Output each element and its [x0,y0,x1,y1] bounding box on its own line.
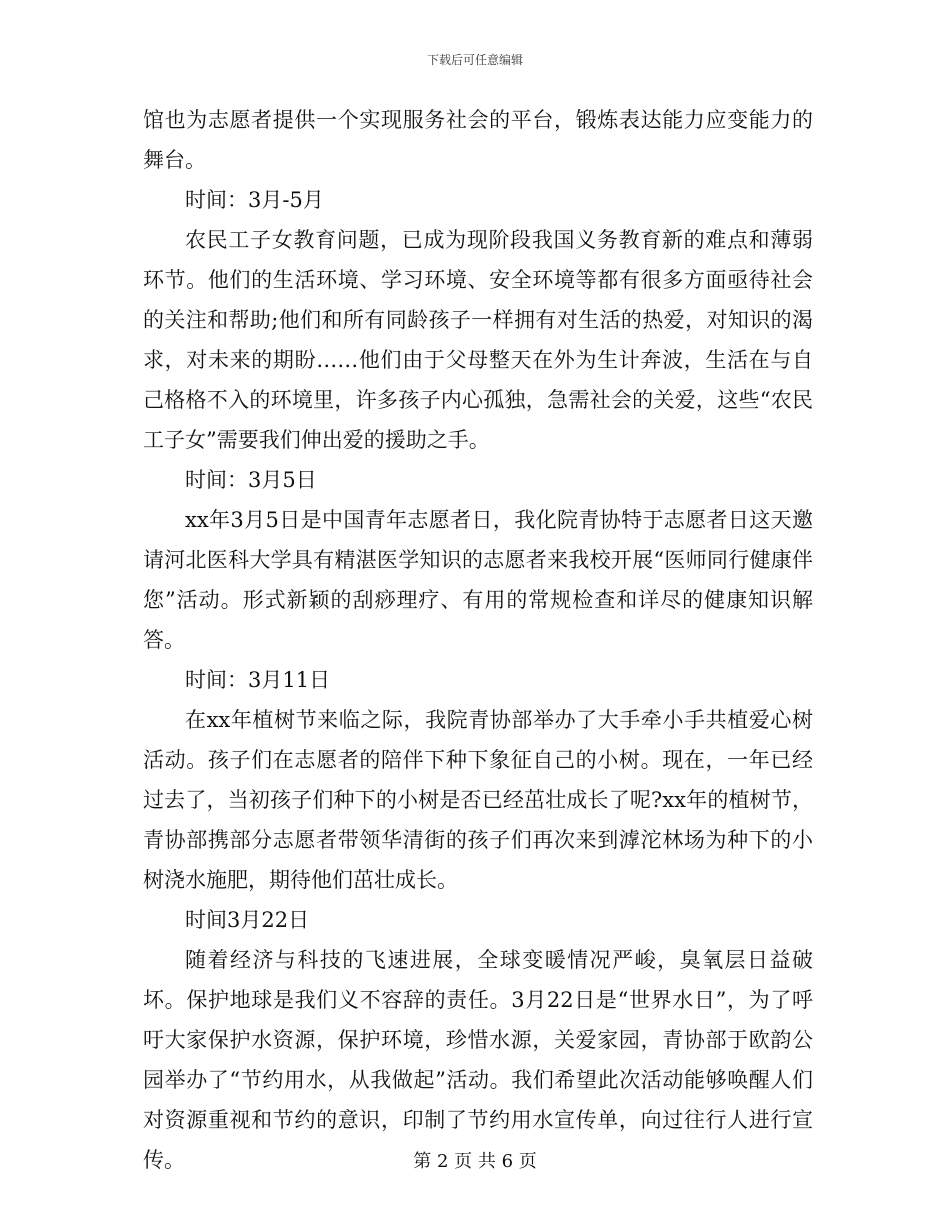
page-header [0,52,950,68]
paragraph-volunteer-day: xx年3月5日是中国青年志愿者日，我化院青协特于志愿者日这天邀请河北医科大学具有精湛医学知识的志愿者来我校开展“医师同行健康伴您”活动。形式新颖的刮痧理疗、有用的常规检查和详尽的健康知识解答。 [143,508,813,652]
paragraph-migrant-children: 农民工子女教育问题，已成为现阶段我国义务教育新的难点和薄弱环节。他们的生活环境、学习环境、安全环境等都有很多方面亟待社会的关注和帮助;他们和所有同龄孩子一样拥有对生活的热爱，对知识的渴求，对未来的期盼……他们由于父母整天在外为生计奔波，生活在与自己格格不入的环境里，许多孩子内心孤独，急需社会的关爱，这些“农民工子女”需要我们伸出爱的援助之手。 [143,228,813,452]
paragraph-water-day: 随着经济与科技的飞速进展，全球变暖情况严峻，臭氧层日益破坏。保护地球是我们义不容辞的责任。3月22日是“世界水日”，为了呼吁大家保护水资源，保护环境，珍惜水源，关爱家园，青协部于欧韵公园举办了“节约用水，从我做起”活动。我们希望此次活动能够唤醒人们对资源重视和节约的意识，印制了节约用水宣传单，向过往行人进行宣传。 [143,948,813,1172]
time-heading-march-5: 时间：3月5日 [185,468,317,492]
header-text: 下载后可任意编辑 [426,53,523,67]
time-heading-march-11: 时间：3月11日 [185,668,331,692]
paragraph-tree-planting: 在xx年植树节来临之际，我院青协部举办了大手牵小手共植爱心树活动。孩子们在志愿者的陪伴下种下象征自己的小树。现在，一年已经过去了，当初孩子们种下的小树是否已经茁壮成长了呢?xx年的植树节，青协部携部分志愿者带领华清街的孩子们再次来到滹沱林场为种下的小树浇水施肥，期待他们茁壮成长。 [143,708,813,892]
page-footer [0,1150,950,1174]
page-number: 第 2 页 共 6 页 [413,1151,537,1172]
document-body [143,100,813,1180]
time-heading-march-22: 时间3月22日 [185,908,310,932]
time-heading-march-may: 时间：3月-5月 [185,188,324,212]
paragraph-intro-continuation: 馆也为志愿者提供一个实现服务社会的平台，锻炼表达能力应变能力的舞台。 [143,108,813,172]
